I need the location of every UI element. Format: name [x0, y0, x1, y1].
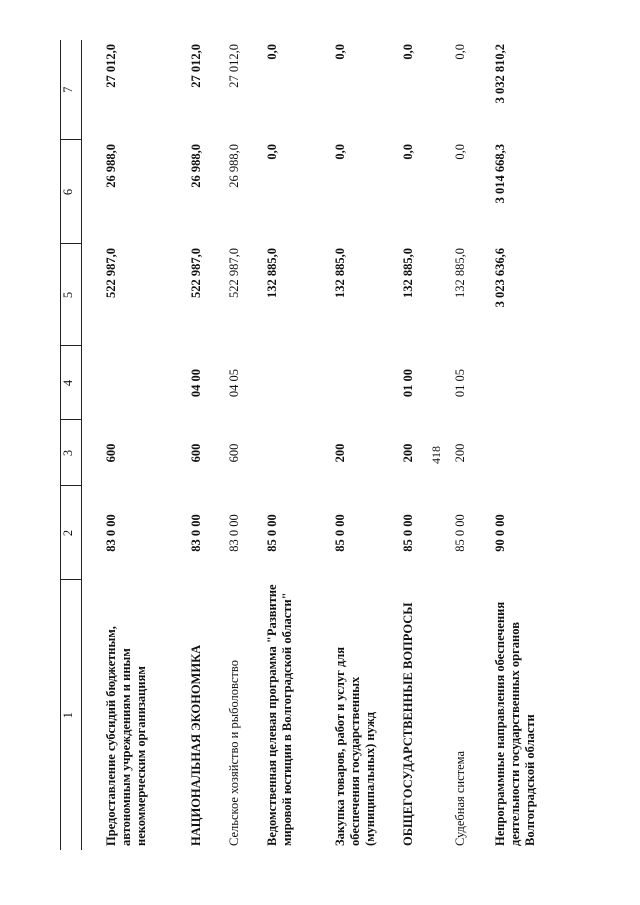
budget-table	[60, 40, 573, 850]
row-vr: 200	[401, 443, 415, 463]
row-value-7: 0,0	[453, 44, 467, 60]
row-value-5: 132 885,0	[453, 248, 467, 298]
row-value-5: 522 987,0	[227, 248, 241, 298]
row-value-6: 0,0	[265, 144, 279, 160]
table-header-row	[61, 40, 82, 850]
row-name: Закупка товаров, работ и услуг для обеспечения государственных (муниципальных) нужд	[333, 646, 377, 846]
row-value-7: 27 012,0	[189, 44, 203, 88]
row-value-5: 3 023 636,6	[493, 248, 507, 308]
row-value-7: 27 012,0	[227, 44, 241, 88]
table-row	[401, 40, 453, 850]
row-value-7: 27 012,0	[104, 44, 118, 88]
column-header: 7	[61, 40, 82, 140]
column-header: 1	[61, 580, 82, 850]
budget-table-container	[60, 40, 580, 850]
row-value-5: 522 987,0	[189, 248, 203, 298]
row-code: 83 0 00	[104, 514, 118, 552]
row-value-6: 0,0	[333, 144, 347, 160]
row-value-7: 0,0	[333, 44, 347, 60]
row-code: 85 0 00	[265, 514, 279, 552]
row-name: НАЦИОНАЛЬНАЯ ЭКОНОМИКА	[189, 644, 203, 846]
table-row	[493, 40, 573, 850]
row-value-6: 0,0	[453, 144, 467, 160]
row-name: Сельское хозяйство и рыболовство	[227, 660, 241, 846]
table-row	[227, 40, 265, 850]
row-name: Ведомственная целевая программа "Развитие мировой юстиции в Волгоградской области"	[265, 584, 294, 846]
row-vr	[265, 420, 333, 486]
table-row	[333, 40, 401, 850]
row-code: 85 0 00	[333, 514, 347, 552]
row-rzpr: 01 05	[453, 368, 467, 398]
row-value-7: 3 032 810,2	[493, 44, 507, 104]
row-value-5: 132 885,0	[265, 248, 279, 298]
row-value-6: 26 988,0	[227, 144, 241, 188]
row-value-5: 522 987,0	[104, 248, 118, 298]
row-rzpr: 01 00	[401, 368, 415, 398]
column-header: 3	[61, 420, 82, 486]
row-rzpr	[493, 346, 573, 420]
row-code: 83 0 00	[227, 514, 241, 552]
row-rzpr	[104, 346, 189, 420]
column-header: 6	[61, 140, 82, 244]
row-rzpr	[265, 346, 333, 420]
table-row	[453, 40, 493, 850]
row-value-7: 0,0	[401, 44, 415, 60]
row-vr: 600	[189, 443, 203, 463]
row-value-5: 132 885,0	[333, 248, 347, 298]
row-value-6: 26 988,0	[104, 144, 118, 188]
row-value-6: 3 014 668,3	[493, 144, 507, 204]
row-value-6: 0,0	[401, 144, 415, 160]
table-row	[265, 40, 333, 850]
row-code: 83 0 00	[189, 514, 203, 552]
row-name: Непрограммные направления обеспечения деятельности государственных органов Волгоградской области	[493, 601, 537, 846]
row-vr	[493, 420, 573, 486]
row-vr: 600	[104, 443, 118, 463]
row-rzpr: 04 00	[189, 368, 203, 398]
row-code: 85 0 00	[453, 514, 467, 552]
table-row	[189, 40, 227, 850]
table-row	[104, 40, 189, 850]
column-header: 2	[61, 486, 82, 580]
row-vr: 200	[453, 443, 467, 463]
row-name: Судебная система	[453, 750, 467, 846]
row-vr: 600	[227, 443, 241, 463]
row-rzpr: 04 05	[227, 368, 241, 398]
column-header: 5	[61, 244, 82, 346]
row-code: 90 0 00	[493, 514, 507, 552]
page-number: 418	[429, 446, 443, 464]
row-name: Предоставление субсидий бюджетным, автономным учреждениям и иным некоммерческим организациям	[104, 626, 148, 846]
row-vr: 200	[333, 443, 347, 463]
row-code: 85 0 00	[401, 514, 415, 552]
row-value-6: 26 988,0	[189, 144, 203, 188]
row-name: ОБЩЕГОСУДАРСТВЕННЫЕ ВОПРОСЫ	[401, 602, 415, 846]
column-header: 4	[61, 346, 82, 420]
row-value-5: 132 885,0	[401, 248, 415, 298]
row-value-7: 0,0	[265, 44, 279, 60]
row-rzpr	[333, 346, 401, 420]
